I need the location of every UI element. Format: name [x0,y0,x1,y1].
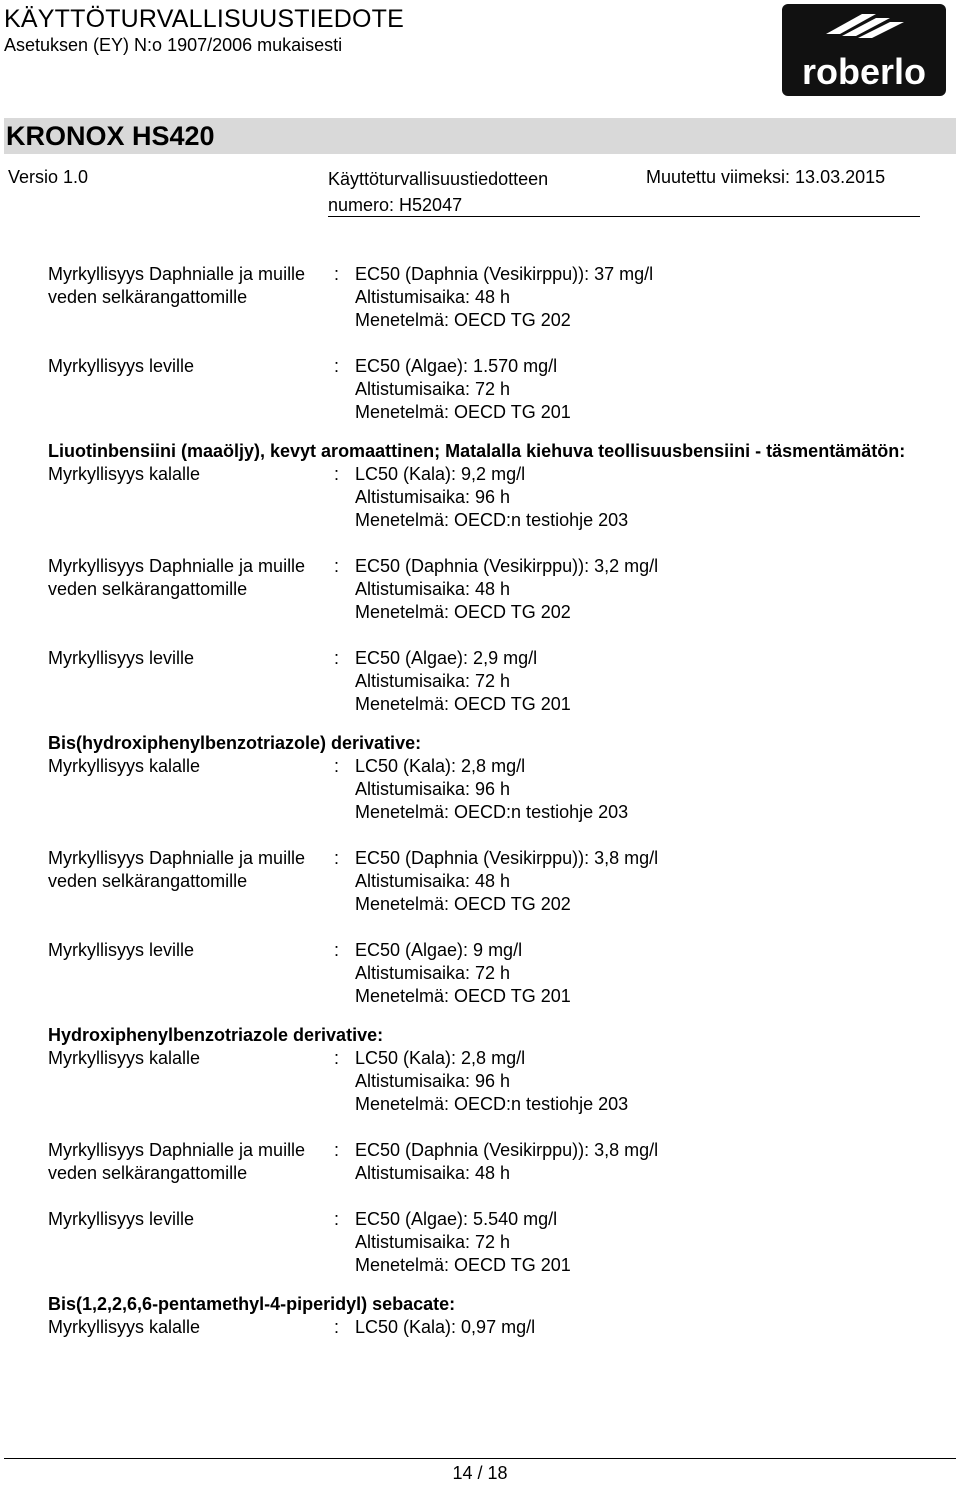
toxicity-value-line: Altistumisaika: 48 h [355,871,511,891]
separator-colon: : [334,1317,340,1337]
toxicity-entry [48,1047,928,1116]
toxicity-value-line: EC50 (Algae): 2,9 mg/l [355,648,538,668]
toxicity-value-line: Menetelmä: OECD TG 201 [355,402,571,422]
ecotoxicity-content [48,263,928,1339]
roberlo-logo [780,4,948,96]
toxicity-value-line: Altistumisaika: 48 h [355,1163,511,1183]
toxicity-label: Myrkyllisyys leville [48,648,195,668]
toxicity-value-line: EC50 (Daphnia (Vesikirppu)): 3,2 mg/l [355,556,659,576]
toxicity-value-line: Altistumisaika: 96 h [355,1071,511,1091]
substance-heading: Liuotinbensiini (maaöljy), kevyt aromaattinen; Matalalla kiehuva teollisuusbensiini - täsmentämätön: [48,441,906,461]
toxicity-entry [48,263,928,332]
toxicity-value-line: Menetelmä: OECD TG 201 [355,694,571,714]
separator-colon: : [334,1140,340,1160]
sds-number-line-1: Käyttöturvallisuustiedotteen [328,169,549,189]
toxicity-label: Myrkyllisyys Daphnialle ja muille veden selkärangattomille [48,264,306,307]
version-label: Versio 1.0 [8,167,89,187]
toxicity-value-line: LC50 (Kala): 9,2 mg/l [355,464,526,484]
page-number: 14 / 18 [452,1463,508,1483]
separator-colon: : [334,556,340,576]
toxicity-value-line: Altistumisaika: 96 h [355,779,511,799]
toxicity-label: Myrkyllisyys Daphnialle ja muille veden selkärangattomille [48,556,306,599]
separator-colon: : [334,264,340,284]
toxicity-value-line: Menetelmä: OECD:n testiohje 203 [355,510,629,530]
substance-heading: Bis(1,2,2,6,6-pentamethyl-4-piperidyl) sebacate: [48,1294,456,1314]
toxicity-entry [48,355,928,424]
separator-colon: : [334,1209,340,1229]
toxicity-value-line: EC50 (Algae): 1.570 mg/l [355,356,558,376]
separator-colon: : [334,940,340,960]
regulation-subtitle: Asetuksen (EY) N:o 1907/2006 mukaisesti [4,35,343,55]
toxicity-value-line: Altistumisaika: 96 h [355,487,511,507]
toxicity-values [355,463,628,532]
toxicity-value-line: EC50 (Algae): 9 mg/l [355,940,523,960]
separator-colon: : [334,1048,340,1068]
toxicity-value-line: LC50 (Kala): 2,8 mg/l [355,756,526,776]
toxicity-value-line: Menetelmä: OECD TG 202 [355,602,571,622]
toxicity-label: Myrkyllisyys kalalle [48,1317,201,1337]
toxicity-values [355,939,571,1008]
toxicity-value-line: Altistumisaika: 72 h [355,1232,511,1252]
product-name: KRONOX HS420 [6,121,215,151]
separator-colon: : [334,756,340,776]
separator-colon: : [334,464,340,484]
toxicity-value-line: EC50 (Daphnia (Vesikirppu)): 3,8 mg/l [355,848,659,868]
toxicity-value-line: Menetelmä: OECD TG 202 [355,310,571,330]
sds-number [328,166,548,218]
toxicity-value-line: Altistumisaika: 72 h [355,671,511,691]
toxicity-values [355,1139,658,1185]
toxicity-label: Myrkyllisyys leville [48,1209,195,1229]
toxicity-label: Myrkyllisyys leville [48,940,195,960]
toxicity-entry [48,1139,928,1185]
toxicity-values [355,847,658,916]
toxicity-values [355,647,571,716]
separator-colon: : [334,648,340,668]
toxicity-value-line: Menetelmä: OECD TG 202 [355,894,571,914]
toxicity-entry [48,463,928,532]
substance-heading: Bis(hydroxiphenylbenzotriazole) derivative: [48,733,422,753]
toxicity-label: Myrkyllisyys kalalle [48,1048,201,1068]
toxicity-label: Myrkyllisyys kalalle [48,756,201,776]
toxicity-label: Myrkyllisyys Daphnialle ja muille veden selkärangattomille [48,1140,306,1183]
substance-heading: Hydroxiphenylbenzotriazole derivative: [48,1025,384,1045]
separator-colon: : [334,848,340,868]
toxicity-value-line: Menetelmä: OECD:n testiohje 203 [355,802,629,822]
toxicity-values [355,263,653,332]
toxicity-value-line: Altistumisaika: 72 h [355,379,511,399]
toxicity-label: Myrkyllisyys Daphnialle ja muille veden selkärangattomille [48,848,306,891]
toxicity-value-line: EC50 (Algae): 5.540 mg/l [355,1209,558,1229]
toxicity-label: Myrkyllisyys kalalle [48,464,201,484]
toxicity-entry [48,1208,928,1277]
header-divider [328,216,920,217]
toxicity-values [355,355,571,424]
toxicity-values [355,1316,535,1339]
toxicity-value-line: Altistumisaika: 48 h [355,579,511,599]
footer-divider [4,1458,956,1459]
toxicity-value-line: Altistumisaika: 48 h [355,287,511,307]
logo-wordmark: roberlo [801,51,927,92]
toxicity-label: Myrkyllisyys leville [48,356,195,376]
toxicity-values [355,755,628,824]
roberlo-logo-graphic [780,4,948,96]
toxicity-value-line: EC50 (Daphnia (Vesikirppu)): 3,8 mg/l [355,1140,659,1160]
toxicity-value-line: Menetelmä: OECD TG 201 [355,986,571,1006]
toxicity-value-line: Menetelmä: OECD:n testiohje 203 [355,1094,629,1114]
last-modified: Muutettu viimeksi: 13.03.2015 [646,167,886,187]
toxicity-values [355,555,658,624]
toxicity-value-line: Altistumisaika: 72 h [355,963,511,983]
toxicity-value-line: LC50 (Kala): 0,97 mg/l [355,1317,536,1337]
toxicity-entry [48,847,928,916]
toxicity-entry [48,555,928,624]
document-title: KÄYTTÖTURVALLISUUSTIEDOTE [4,5,404,33]
toxicity-value-line: LC50 (Kala): 2,8 mg/l [355,1048,526,1068]
toxicity-values [355,1047,628,1116]
toxicity-values [355,1208,571,1277]
toxicity-entry [48,1316,928,1339]
sds-number-line-2: numero: H52047 [328,195,463,215]
separator-colon: : [334,356,340,376]
toxicity-entry [48,647,928,716]
toxicity-value-line: EC50 (Daphnia (Vesikirppu)): 37 mg/l [355,264,654,284]
toxicity-entry [48,939,928,1008]
toxicity-entry [48,755,928,824]
toxicity-value-line: Menetelmä: OECD TG 201 [355,1255,571,1275]
